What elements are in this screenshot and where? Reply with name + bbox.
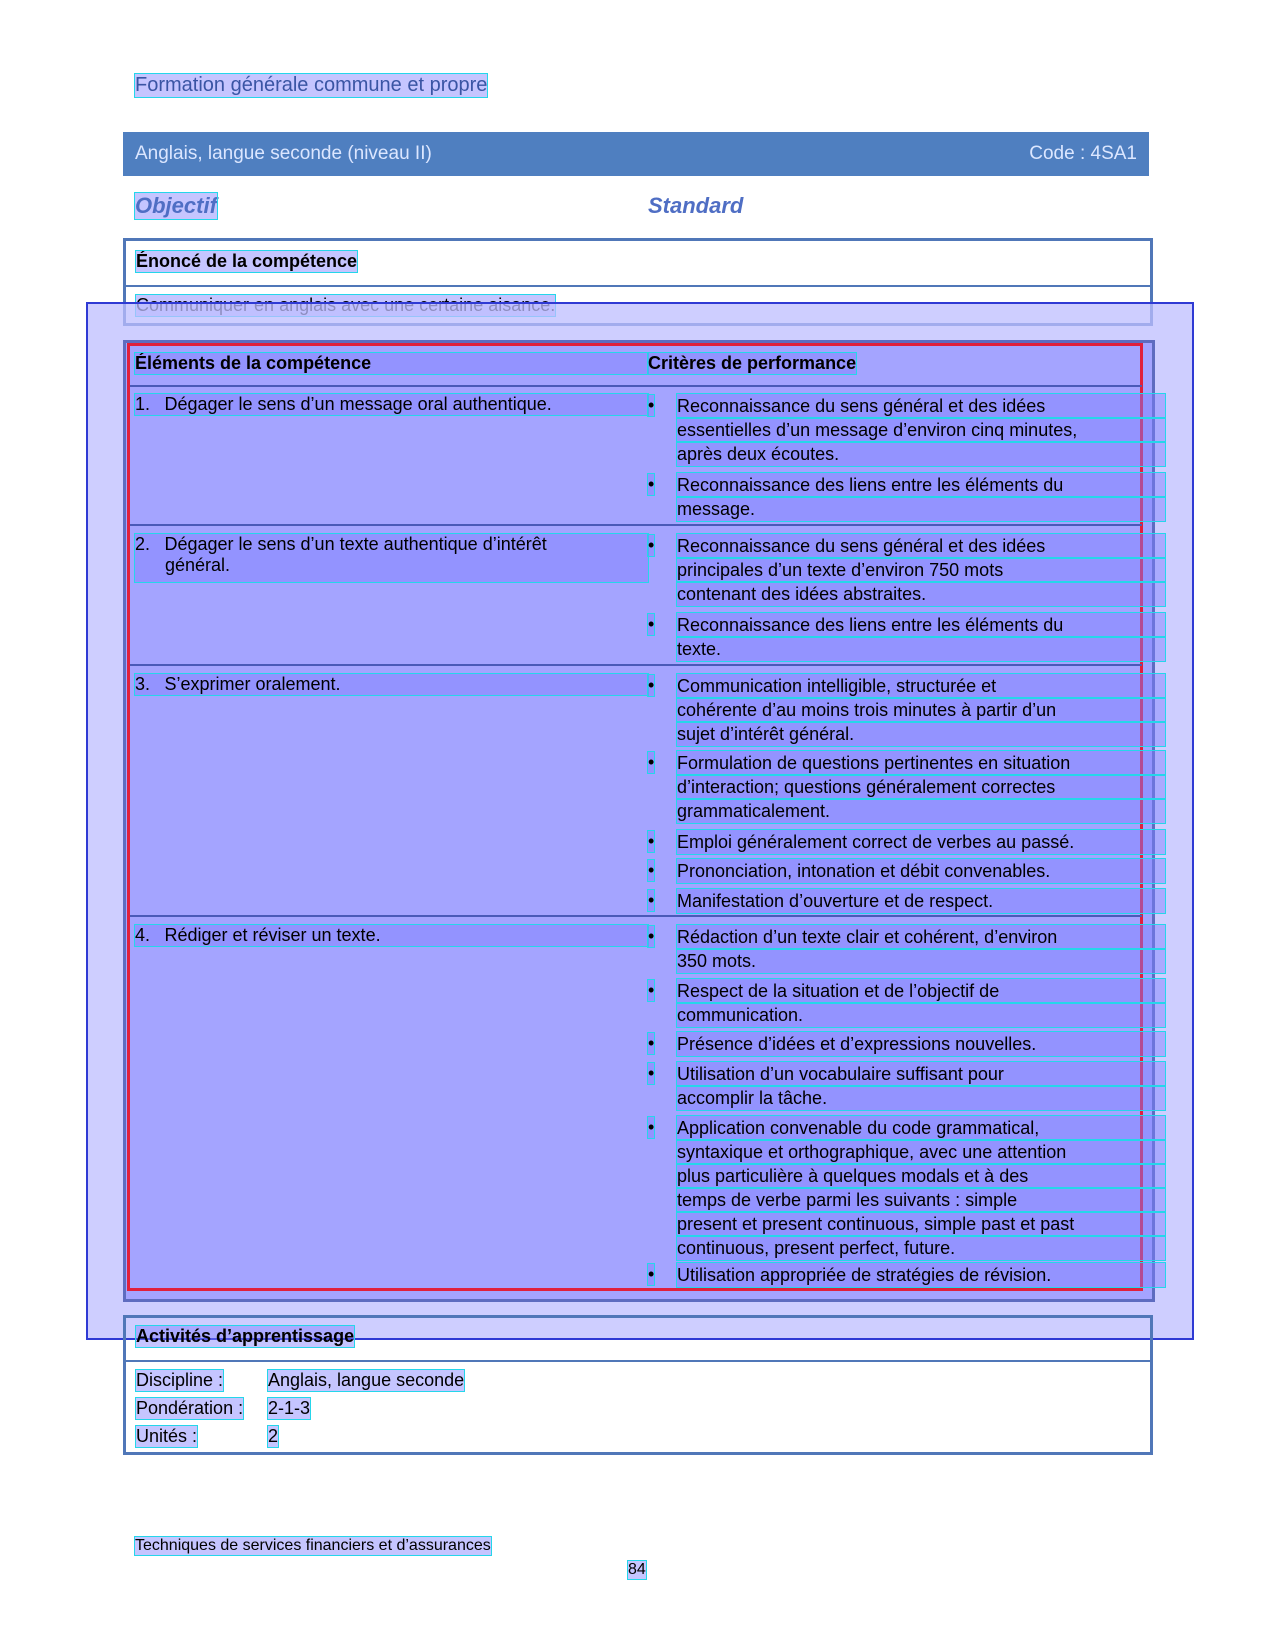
row-divider [130,664,1142,666]
bullet-icon: • [648,1264,655,1284]
bullet-icon: • [648,926,655,946]
element-text: Rédiger et réviser un texte. [164,925,381,945]
row-divider [130,915,1142,917]
discipline-value: Anglais, langue seconde [268,1370,465,1390]
criterion: Respect de la situation et de l’objectif de communication. [677,979,1165,1027]
element-item-3 [135,674,648,695]
row-divider [130,385,1142,387]
criterion: Prononciation, intonation et débit convenables. [677,859,1165,883]
divider [126,1360,1150,1362]
row-divider [130,524,1142,526]
learning-activities-box [123,1315,1153,1455]
criterion: Reconnaissance du sens général et des idées essentielles d’un message d’environ cinq minutes, après deux écoutes. [677,394,1165,466]
element-item-4 [135,925,648,946]
criterion: Application convenable du code grammatical, syntaxique et orthographique, avec une attention plus particulière à quelques modals et à des temps de verbe parmi les suivants : simple present et present continuous, simple past et past continuous, present perfect, future. [677,1116,1165,1260]
criteria-column-header: Critères de performance [648,353,857,373]
units-value: 2 [268,1426,279,1446]
elements-column-header: Éléments de la compétence [135,353,648,374]
course-title: Anglais, langue seconde (niveau II) [135,143,432,164]
standard-label: Standard [648,193,744,218]
objective-label: Objectif [135,193,217,218]
bullet-icon: • [648,535,655,555]
ponderation-value: 2-1-3 [268,1398,311,1418]
bullet-icon: • [648,752,655,772]
units-label: Unités : [136,1426,198,1446]
criterion: Manifestation d’ouverture et de respect. [677,889,1165,913]
bullet-icon: • [648,1033,655,1053]
criterion: Reconnaissance du sens général et des idées principales d’un texte d’environ 750 mots contenant des idées abstraites. [677,534,1165,606]
element-item-1 [135,394,648,415]
page-number: 84 [628,1561,646,1578]
bullet-icon: • [648,395,655,415]
element-number: 3. [135,674,151,694]
course-title-bar [123,132,1149,176]
page-footer: Techniques de services financiers et d’assurances [135,1537,491,1554]
criterion: Communication intelligible, structurée et cohérente d’au moins trois minutes à partir d’un sujet d’intérêt général. [677,674,1165,746]
criterion: Reconnaissance des liens entre les éléments du message. [677,473,1165,521]
element-number: 4. [135,925,151,945]
page-header: Formation générale commune et propre [135,74,488,96]
bullet-icon: • [648,890,655,910]
ponderation-label: Pondération : [136,1398,244,1418]
bullet-icon: • [648,614,655,634]
competence-statement-heading: Énoncé de la compétence [136,251,358,271]
bullet-icon: • [648,980,655,1000]
bullet-icon: • [648,831,655,851]
discipline-label: Discipline : [136,1370,224,1390]
element-number: 2. [135,534,151,554]
criterion: Utilisation appropriée de stratégies de révision. [677,1263,1165,1287]
criterion: Présence d’idées et d’expressions nouvelles. [677,1032,1165,1056]
course-code: Code : 4SA1 [1029,143,1137,164]
bullet-icon: • [648,1117,655,1137]
criterion: Rédaction d’un texte clair et cohérent, d’environ 350 mots. [677,925,1165,973]
element-item-2 [135,534,648,582]
bullet-icon: • [648,474,655,494]
element-text: Dégager le sens d’un message oral authentique. [164,394,552,414]
criterion: Formulation de questions pertinentes en situation d’interaction; questions généralement correctes grammaticalement. [677,751,1165,823]
criterion: Reconnaissance des liens entre les éléments du texte. [677,613,1165,661]
element-number: 1. [135,394,151,414]
criterion: Emploi généralement correct de verbes au passé. [677,830,1165,854]
element-text: S’exprimer oralement. [164,674,341,694]
learning-activities-heading: Activités d’apprentissage [136,1326,355,1346]
bullet-icon: • [648,1063,655,1083]
divider [126,285,1150,287]
element-text: Dégager le sens d’un texte authentique d’intérêt [164,534,547,554]
criterion: Utilisation d’un vocabulaire suffisant pour accomplir la tâche. [677,1062,1165,1110]
bullet-icon: • [648,860,655,880]
bullet-icon: • [648,675,655,695]
element-text: général. [165,555,231,575]
